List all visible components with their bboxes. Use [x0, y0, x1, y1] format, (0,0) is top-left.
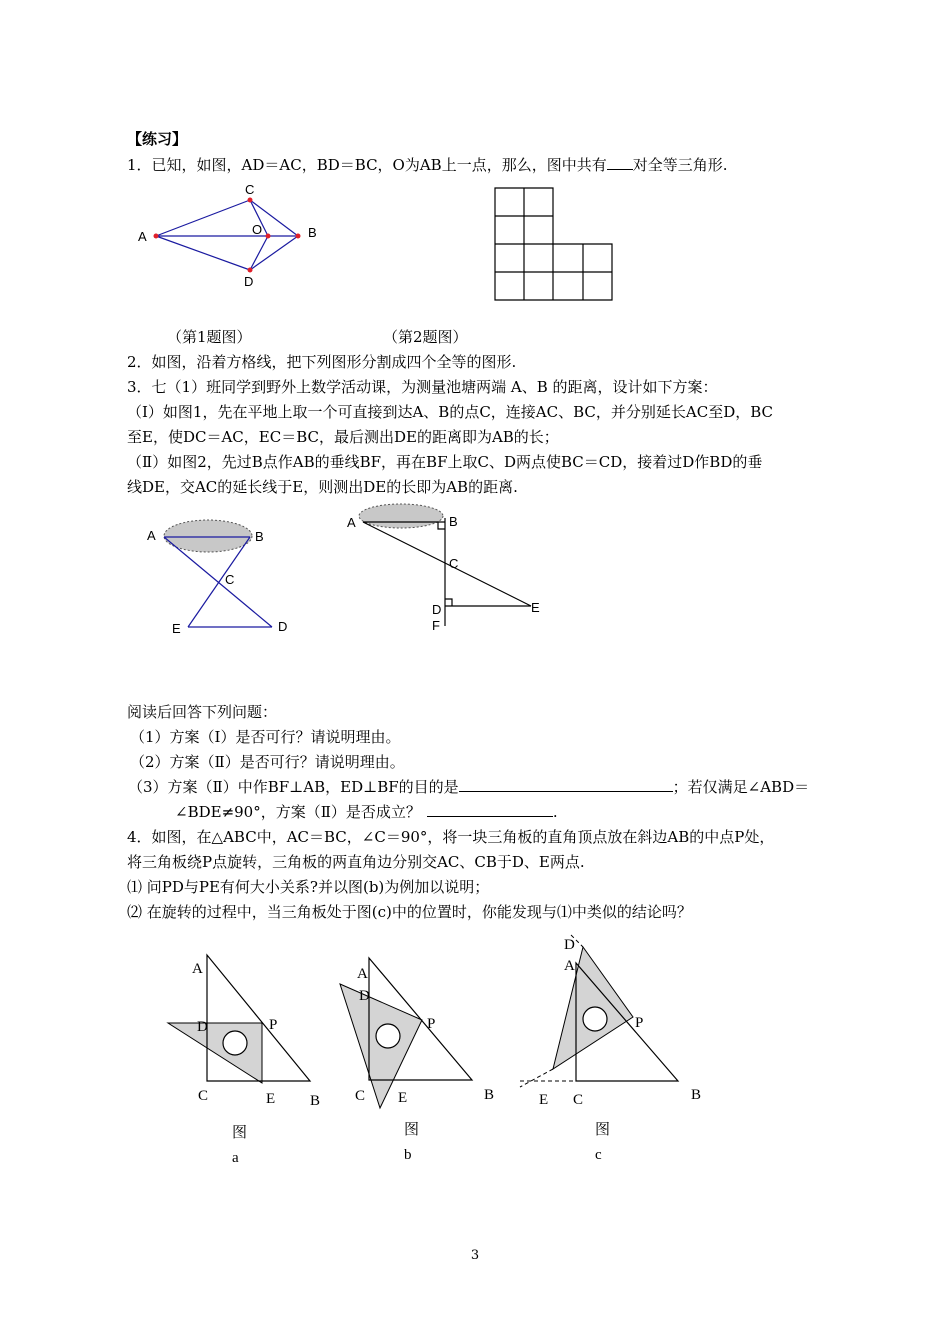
- figure-4c: [515, 935, 715, 1165]
- question-4-cont: 将三角板绕P点旋转，三角板的两直角边分别交AC、CB于D、E两点.: [127, 853, 585, 871]
- label-b: B: [310, 1093, 321, 1109]
- sub-question-2: （2）方案（Ⅱ）是否可行？请说明理由。: [130, 753, 405, 771]
- right-angle-mark: [445, 599, 452, 606]
- figure-letter: c: [595, 1147, 602, 1163]
- point-a: [154, 234, 159, 239]
- right-angle-mark: [438, 522, 445, 529]
- figure-word: 图: [232, 1125, 248, 1141]
- sub-question-3-tail: ；若仅满足∠ABD＝: [672, 778, 810, 796]
- label-a: A: [147, 528, 156, 543]
- point-d: [248, 268, 253, 273]
- question-2: 2．如图，沿着方格线，把下列图形分割成四个全等的图形.: [127, 353, 517, 371]
- label-e: E: [266, 1091, 276, 1107]
- label-p: P: [427, 1016, 436, 1032]
- label-c: C: [355, 1088, 366, 1104]
- question-4-part-1: ⑴ 问PD与PE有何大小关系?并以图(b)为例加以说明；: [127, 878, 490, 896]
- figure-word: 图: [595, 1122, 611, 1138]
- label-b: B: [484, 1087, 495, 1103]
- label-a: A: [138, 229, 147, 244]
- label-a: A: [347, 515, 356, 530]
- page-number: 3: [470, 1248, 480, 1263]
- segment-ad: [156, 236, 250, 270]
- segment-do: [250, 236, 268, 270]
- question-3-intro: 3．七（1）班同学到野外上数学活动课，为测量池塘两端 A、B 的距离，设计如下方案：: [127, 378, 718, 396]
- label-c: C: [573, 1092, 584, 1108]
- label-b: B: [449, 514, 458, 529]
- question-3-plan-2-cont: 线DE，交AC的延长线于E，则测出DE的长即为AB的距离.: [127, 478, 518, 496]
- label-c: C: [245, 182, 255, 197]
- label-p: P: [269, 1017, 278, 1033]
- figure-word: 图: [404, 1122, 420, 1138]
- sub-question-3-cont: [175, 802, 558, 822]
- figure-letter: a: [232, 1150, 239, 1166]
- point-c: [248, 198, 253, 203]
- segment-ac: [156, 200, 250, 236]
- question-3-plan-2: （Ⅱ）如图2，先过B点作AB的垂线BF，再在BF上取C、D两点使BC＝CD，接着过D作BD的垂: [127, 453, 763, 471]
- label-b: B: [691, 1087, 702, 1103]
- label-e: E: [539, 1092, 549, 1108]
- answer-blank: [459, 777, 673, 792]
- label-c: C: [198, 1088, 209, 1104]
- figure-4b: [340, 950, 520, 1165]
- question-3-plan-1: （Ⅰ）如图1，先在平地上取一个可直接到达A、B的点C，连接AC、BC，并分别延长AC至D，BC: [127, 403, 774, 421]
- label-b: B: [255, 529, 264, 544]
- label-e: E: [398, 1090, 408, 1106]
- question-1: [127, 155, 727, 175]
- segment-db: [250, 236, 298, 270]
- figure-plan-2: [345, 500, 545, 635]
- section-heading: 【练习】: [127, 130, 188, 148]
- label-b: B: [308, 225, 317, 240]
- sub-question-3-text: （3）方案（Ⅱ）中作BF⊥AB，ED⊥BF的目的是: [128, 778, 459, 796]
- set-square-hole: [583, 1007, 607, 1031]
- point-b: [296, 234, 301, 239]
- label-c: C: [225, 572, 235, 587]
- question-3-plan-1-cont: 至E，使DC＝AC，EC＝BC，最后测出DE的距离即为AB的长；: [127, 428, 559, 446]
- set-square-hole: [223, 1031, 247, 1055]
- question-1-text: 1．已知，如图，AD＝AC，BD＝BC，O为AB上一点，那么，图中共有: [127, 156, 607, 174]
- question-4-part-2: ⑵ 在旋转的过程中，当三角板处于图(c)中的位置时，你能发现与⑴中类似的结论吗？: [127, 903, 692, 921]
- set-square: [168, 1023, 262, 1083]
- label-d: D: [197, 1019, 208, 1035]
- point-o: [266, 234, 271, 239]
- question-1-tail: 对全等三角形.: [632, 156, 728, 174]
- label-e: E: [531, 600, 540, 615]
- answer-blank: [607, 155, 633, 170]
- sub-question-1: （1）方案（Ⅰ）是否可行？请说明理由。: [130, 728, 401, 746]
- label-d: D: [278, 619, 288, 634]
- label-e: E: [172, 621, 181, 636]
- label-a: A: [564, 958, 575, 974]
- label-a: A: [357, 966, 368, 982]
- sub-question-3-end: .: [552, 803, 558, 821]
- sub-question-3: [128, 777, 809, 797]
- label-p: P: [635, 1015, 644, 1031]
- sub-question-3-cont-text: ∠BDE≠90°，方案（Ⅱ）是否成立？: [175, 803, 421, 821]
- label-d: D: [244, 274, 254, 289]
- read-prompt: 阅读后回答下列问题：: [127, 703, 278, 721]
- label-d: D: [359, 988, 370, 1004]
- figure-2-grid: [495, 188, 615, 303]
- question-4: 4．如图，在△ABC中，AC＝BC，∠C＝90°，将一块三角板的直角顶点放在斜边AB的中点P处，: [127, 828, 775, 846]
- answer-blank: [427, 802, 553, 817]
- pond: [164, 520, 252, 552]
- set-square-hole: [376, 1024, 400, 1048]
- segment-ae: [363, 522, 531, 606]
- label-c: C: [449, 556, 459, 571]
- figure-2-caption: （第2题图）: [383, 328, 468, 346]
- figure-letter: b: [404, 1147, 412, 1163]
- label-a: A: [192, 961, 203, 977]
- pond: [359, 504, 443, 528]
- label-d: D: [432, 602, 442, 617]
- label-f: F: [432, 618, 440, 633]
- figure-1-kite: [130, 180, 330, 295]
- figure-plan-1: [140, 510, 300, 640]
- dashed-extension: [520, 1069, 553, 1087]
- figure-1-caption: （第1题图）: [167, 328, 252, 346]
- label-o: O: [252, 222, 263, 237]
- label-d: D: [564, 937, 575, 953]
- figure-4a: [160, 955, 340, 1165]
